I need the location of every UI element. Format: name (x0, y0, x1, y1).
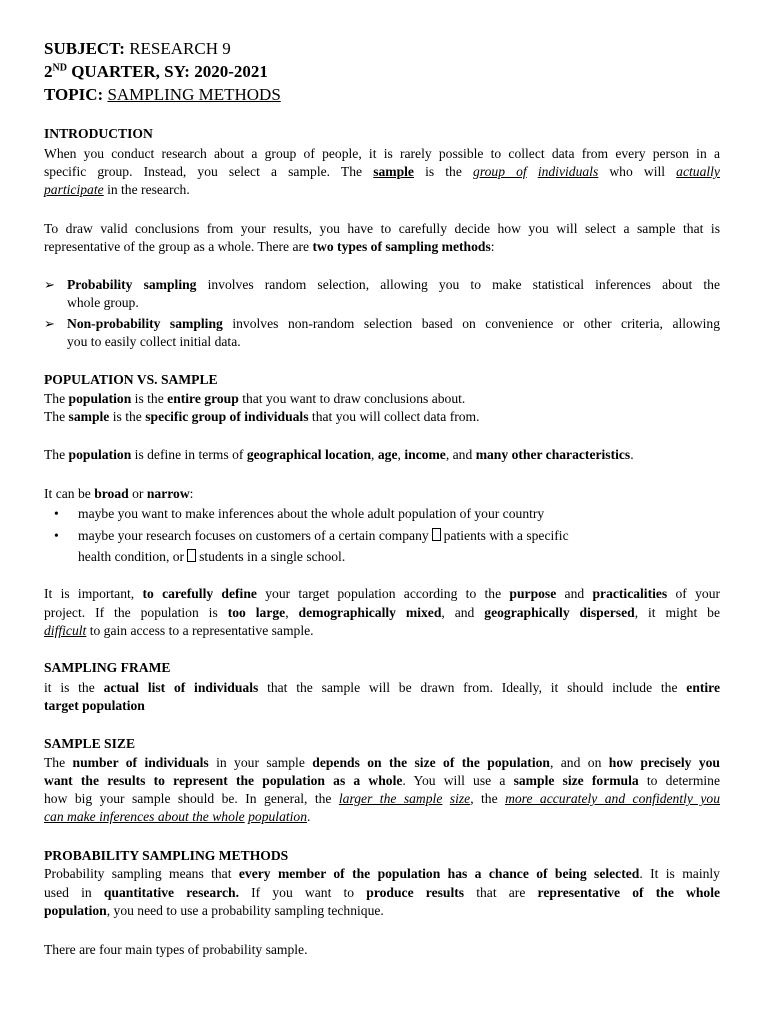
sample-term: sample (373, 164, 414, 179)
text-run: specific group. Instead, you select a sample. The (44, 164, 363, 179)
sample-definition (44, 408, 480, 426)
probability-line2 (44, 884, 720, 902)
population-term: population (68, 391, 132, 406)
intro-paragraph1-line3 (44, 181, 190, 199)
purpose-term: purpose (509, 586, 557, 601)
more-accurately-term: more accurately and confidently you (505, 791, 720, 806)
text-run: . You will use a (402, 773, 506, 788)
depends-term: depends on the size of the population (312, 755, 550, 770)
text-run: , the (470, 791, 498, 806)
important-paragraph-line3 (44, 622, 314, 640)
narrow-term: narrow (146, 486, 190, 501)
intro-paragraph2-line1: To draw valid conclusions from your results, you have to carefully decide how you will select a sample that is (44, 221, 720, 236)
probability-bullet-line1 (67, 276, 720, 294)
every-member-term: every member of the population has a chance of being selected (238, 866, 640, 881)
sampling-frame-line2 (44, 697, 145, 715)
probability-line3 (44, 902, 384, 920)
sample-size-line1 (44, 754, 720, 772)
text-run: is define in terms of (134, 447, 244, 462)
actual-list-term: actual list of individuals (103, 680, 259, 695)
sample-size-line3 (44, 790, 720, 808)
subject-label: SUBJECT: (44, 39, 125, 58)
text-run: , you need to use a probability sampling technique. (106, 903, 384, 918)
important-paragraph-line2 (44, 604, 720, 622)
quarter-number: 2 (44, 62, 53, 81)
number-of-individuals-term: number of individuals (72, 755, 209, 770)
text-run: , it might be (634, 605, 720, 620)
text-run: and (564, 586, 585, 601)
text-run: how big your sample should be. In general, the (44, 791, 332, 806)
entire-group-term: entire group (167, 391, 239, 406)
text-run: , (285, 605, 289, 620)
text-run: , and (445, 447, 473, 462)
text-run: representative of the group as a whole. There are (44, 239, 310, 254)
age-term: age (377, 447, 398, 462)
bullet-icon: • (54, 506, 59, 521)
text-run: or (132, 486, 144, 501)
text-run: who will (609, 164, 666, 179)
income-term: income (404, 447, 446, 462)
quarter-superscript: ND (52, 62, 67, 74)
text-run: The (44, 755, 66, 770)
missing-glyph-icon (187, 549, 196, 562)
subject-value: RESEARCH 9 (129, 39, 231, 58)
probability-line1 (44, 865, 720, 883)
sample-size-heading: SAMPLE SIZE (44, 736, 136, 751)
participate-term: participate (44, 182, 104, 197)
list-item: maybe you want to make inferences about the whole adult population of your country (78, 506, 545, 521)
probability-methods-heading: PROBABILITY SAMPLING METHODS (44, 848, 289, 863)
text-run: is the (134, 391, 164, 406)
nonprobability-bullet-line2: you to easily collect initial data. (67, 334, 241, 349)
quantitative-research-term: quantitative research. (103, 885, 239, 900)
specific-group-term: specific group of individuals (145, 409, 309, 424)
text-run: The (44, 391, 66, 406)
difficult-term: difficult (44, 623, 87, 638)
nonprobability-bullet-line1 (67, 315, 720, 333)
population-terms-line (44, 446, 634, 464)
too-large-term: too large (227, 605, 286, 620)
text-run: of your (675, 586, 721, 601)
text-run: : (189, 486, 194, 501)
text-run: used in (44, 885, 92, 900)
topic-value: SAMPLING METHODS (107, 85, 281, 104)
bullet-icon: • (54, 528, 59, 543)
text-run: involves non-random selection based on convenience or other criteria, allowing (232, 316, 721, 331)
sample-size-formula-term: sample size formula (513, 773, 639, 788)
text-run: patients with a specific (443, 528, 569, 543)
broad-term: broad (94, 486, 129, 501)
practicalities-term: practicalities (592, 586, 668, 601)
text-run: to gain access to a representative sample. (89, 623, 314, 638)
sampling-frame-heading: SAMPLING FRAME (44, 660, 171, 675)
probability-sampling-term: Probability sampling (67, 277, 197, 292)
text-run: The (44, 409, 66, 424)
text-run: it is the (44, 680, 95, 695)
text-run: to determine (646, 773, 720, 788)
larger-sample-term: larger the sample (338, 791, 443, 806)
text-run: , (371, 447, 375, 462)
demographically-mixed-term: demographically mixed (298, 605, 442, 620)
geographically-dispersed-term: geographically dispersed (484, 605, 635, 620)
two-types-term: two types of sampling methods (312, 239, 491, 254)
text-run: project. If the population is (44, 605, 218, 620)
text-run: health condition, or (78, 549, 185, 564)
produce-results-term: produce results (366, 885, 465, 900)
subject-line (44, 38, 231, 60)
introduction-heading: INTRODUCTION (44, 126, 153, 141)
text-run: maybe your research focuses on customers of a certain company (78, 528, 429, 543)
entire-term: entire (686, 680, 721, 695)
text-run: . (630, 447, 634, 462)
population-term: population (44, 903, 107, 918)
text-run: Probability sampling means that (44, 866, 232, 881)
text-run: : (490, 239, 495, 254)
how-precisely-term: how precisely you (608, 755, 720, 770)
text-run: that the sample will be drawn from. Ideally, it should include the (267, 680, 678, 695)
arrow-bullet-icon: ➢ (44, 316, 55, 331)
quarter-line (44, 61, 268, 83)
text-run: your target population according to the (265, 586, 502, 601)
sampling-frame-line1 (44, 679, 720, 697)
text-run: that you want to draw conclusions about. (242, 391, 466, 406)
text-run: . It is mainly (639, 866, 720, 881)
non-probability-sampling-term: Non-probability sampling (67, 316, 223, 331)
text-run: If you want to (251, 885, 355, 900)
actually-term: actually (676, 164, 720, 179)
text-run: , and on (549, 755, 602, 770)
text-run: that are (476, 885, 526, 900)
intro-paragraph1-line2 (44, 163, 720, 181)
intro-paragraph2-line2 (44, 238, 495, 256)
text-run: students in a single school. (199, 549, 346, 564)
text-run: in your sample (216, 755, 305, 770)
important-paragraph-line1 (44, 585, 720, 603)
quarter-text: QUARTER, SY: 2020-2021 (71, 62, 268, 81)
population-heading: POPULATION VS. SAMPLE (44, 372, 218, 387)
text-run: in the research. (107, 182, 190, 197)
arrow-bullet-icon: ➢ (44, 277, 55, 292)
sample-size-line4 (44, 808, 310, 826)
text-run: , and (441, 605, 475, 620)
topic-line (44, 84, 281, 106)
text-run: is the (425, 164, 462, 179)
broad-narrow-line (44, 485, 193, 503)
representative-term: representative of the whole (537, 885, 721, 900)
missing-glyph-icon (432, 528, 441, 541)
topic-label: TOPIC: (44, 85, 104, 104)
sample-size-line2 (44, 772, 720, 790)
list-item (78, 527, 569, 545)
text-run: It is important, (44, 586, 135, 601)
inferences-term: can make inferences about the whole (44, 809, 245, 824)
size-term: size (449, 791, 471, 806)
target-population-term: target population (44, 698, 145, 713)
carefully-define-term: to carefully define (142, 586, 257, 601)
population-term: population (68, 447, 132, 462)
represent-population-term: want the results to represent the population as a whole (44, 773, 403, 788)
many-characteristics-term: many other characteristics (475, 447, 631, 462)
text-run: that you will collect data from. (311, 409, 480, 424)
intro-paragraph1-line1: When you conduct research about a group of people, it is rarely possible to collect data from every person in a (44, 146, 720, 161)
text-run: is the (112, 409, 142, 424)
probability-types-line: There are four main types of probability sample. (44, 942, 308, 957)
sample-term: sample (68, 409, 110, 424)
individuals-term: individuals (537, 164, 599, 179)
text-run: It can be (44, 486, 91, 501)
text-run: . (307, 809, 311, 824)
list-item-continuation (78, 548, 345, 566)
text-run: involves random selection, allowing you to make statistical inferences about the (207, 277, 721, 292)
text-run: The (44, 447, 66, 462)
geographical-location-term: geographical location (246, 447, 372, 462)
population-definition (44, 390, 465, 408)
population-term: population (248, 809, 308, 824)
probability-bullet-line2: whole group. (67, 295, 139, 310)
text-run: , (397, 447, 401, 462)
group-of-term: group of (473, 164, 527, 179)
